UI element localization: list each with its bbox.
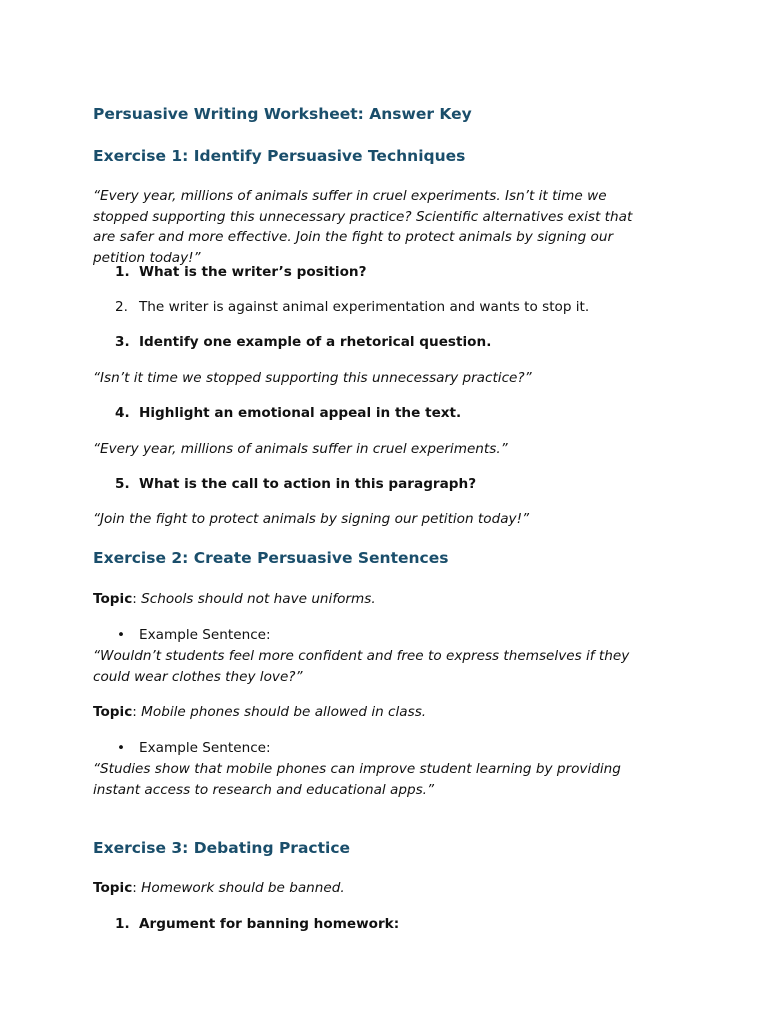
- topic-2-label: Topic: [93, 704, 133, 720]
- question-5: [115, 474, 675, 494]
- document-title: Persuasive Writing Worksheet: Answer Key: [93, 105, 472, 123]
- question-5-number: 5.: [115, 476, 130, 492]
- answer-2: [115, 297, 675, 317]
- question-1-number: 1.: [115, 264, 130, 280]
- example-2-label: Example Sentence:: [139, 740, 271, 756]
- answer-3-quote: “Isn’t it time we stopped supporting this unnecessary practice?”: [93, 370, 532, 386]
- topic-1-label: Topic: [93, 591, 133, 607]
- question-5-text: What is the call to action in this paragraph?: [139, 476, 477, 492]
- debate-item-1-number: 1.: [115, 916, 130, 932]
- topic-1-text: Schools should not have uniforms.: [141, 591, 376, 607]
- example-2-sentence: “Studies show that mobile phones can improve student learning by providing instant access to research and educational apps.”: [93, 761, 621, 798]
- exercise-2-heading: Exercise 2: Create Persuasive Sentences: [93, 549, 449, 567]
- question-3: [115, 332, 675, 352]
- bullet-glyph: •: [117, 627, 126, 643]
- question-4: [115, 403, 675, 423]
- topic-3-label: Topic: [93, 880, 133, 896]
- example-1-sentence: “Wouldn’t students feel more confident and free to express themselves if they could wear clothes they love?”: [93, 648, 630, 685]
- question-4-text: Highlight an emotional appeal in the text.: [139, 405, 462, 421]
- topic-3-text: Homework should be banned.: [141, 880, 345, 896]
- example-1-label: Example Sentence:: [139, 627, 271, 643]
- question-3-number: 3.: [115, 334, 130, 350]
- question-1: [115, 262, 675, 282]
- exercise-1-passage: “Every year, millions of animals suffer in cruel experiments. Isn’t it time we stopped supporting this unnecessary practice? Scientific alternatives exist that are safer and more effective. Join the fight to protect animals by signing our petition today!”: [93, 188, 633, 266]
- answer-2-text: The writer is against animal experimentation and wants to stop it.: [139, 299, 590, 315]
- debate-item-1-text: Argument for banning homework:: [139, 916, 400, 932]
- exercise-3-heading: Exercise 3: Debating Practice: [93, 839, 351, 857]
- answer-5-quote: “Join the fight to protect animals by signing our petition today!”: [93, 511, 530, 527]
- debate-item-1: [115, 914, 675, 934]
- question-1-text: What is the writer’s position?: [139, 264, 367, 280]
- topic-3-line: Topic: Homework should be banned.: [93, 880, 345, 896]
- exercise-1-heading: Exercise 1: Identify Persuasive Techniques: [93, 147, 466, 165]
- question-4-number: 4.: [115, 405, 130, 421]
- bullet-glyph: •: [117, 740, 126, 756]
- example-1-bullet: [117, 625, 657, 645]
- topic-2-text: Mobile phones should be allowed in class.: [141, 704, 427, 720]
- topic-2-line: Topic: Mobile phones should be allowed in class.: [93, 704, 427, 720]
- example-2-bullet: [117, 738, 657, 758]
- topic-1-line: Topic: Schools should not have uniforms.: [93, 591, 376, 607]
- answer-2-number: 2.: [115, 299, 128, 315]
- question-3-text: Identify one example of a rhetorical question.: [139, 334, 492, 350]
- answer-4-quote: “Every year, millions of animals suffer in cruel experiments.”: [93, 441, 508, 457]
